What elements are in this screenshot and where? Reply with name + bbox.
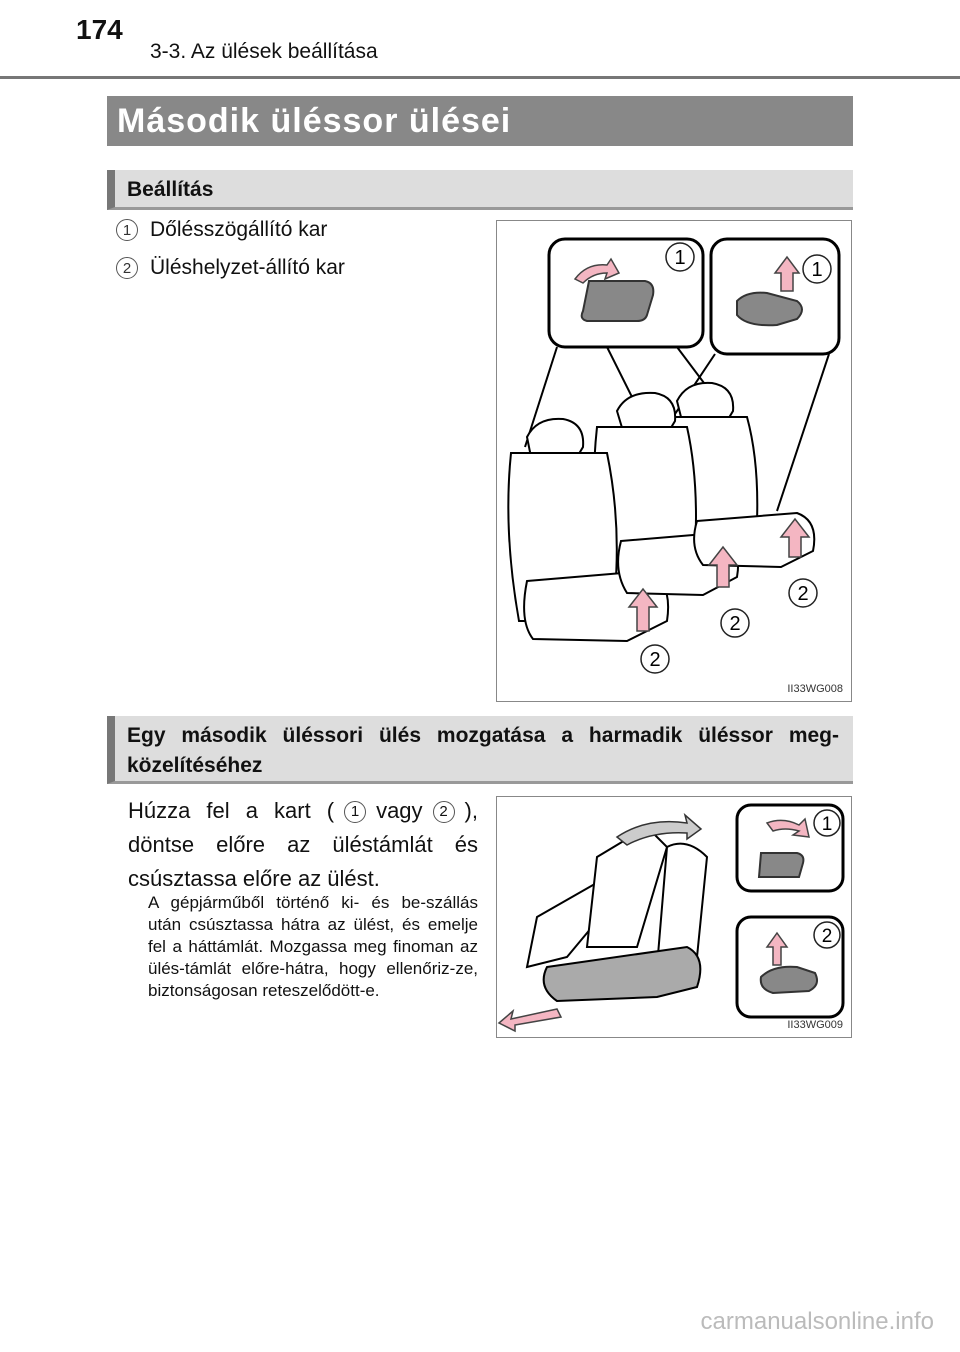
list-item (116, 218, 327, 242)
list-item (116, 256, 345, 280)
seat-illustration-1 (496, 220, 852, 702)
svg-text:1: 1 (811, 259, 823, 281)
instruction-part: vagy (376, 798, 423, 823)
chapter-title: 3-3. Az ülések beállítása (150, 40, 378, 63)
callout-number: 2 (433, 801, 455, 823)
instruction-part: ), döntse előre az üléstámlát és csúsztassa előre az ülést. (128, 798, 478, 891)
svg-text:1: 1 (674, 247, 686, 269)
page-number: 174 (76, 14, 123, 45)
svg-text:2: 2 (797, 583, 809, 605)
seat-drawing-2 (497, 797, 850, 1036)
callout-number: 1 (344, 801, 366, 823)
footer-watermark: carmanualsonline.info (700, 1308, 934, 1335)
seat-illustration-2 (496, 796, 852, 1038)
callout-number: 2 (116, 257, 138, 279)
image-code: II33WG008 (787, 683, 843, 695)
callout-number: 1 (116, 219, 138, 241)
page-title: Második üléssor ülései (107, 96, 853, 146)
svg-text:2: 2 (729, 613, 741, 635)
image-code: II33WG009 (787, 1019, 843, 1031)
instruction-text (128, 794, 478, 896)
seat-drawing-1 (497, 221, 850, 700)
svg-text:2: 2 (649, 649, 661, 671)
note-text: A gépjárműből történő ki- és be-szállás után csúsztassa hátra az ülést, és emelje fel a háttámlát. Mozgassa meg finoman az ülés-támlát előre-hátra, hogy ellenőriz-ze, biztonságosan reteszelődött-e. (148, 893, 478, 1000)
section-heading-access: Egy második üléssori ülés mozgatása a harmadik üléssor meg-közelítéséhez (107, 716, 853, 784)
svg-text:1: 1 (821, 814, 833, 835)
instruction-part: Húzza fel a kart ( (128, 798, 335, 823)
header-rule (0, 76, 960, 79)
item-label: Dőlésszögállító kar (150, 218, 328, 241)
section-heading-adjustment: Beállítás (107, 170, 853, 210)
item-label: Üléshelyzet-állító kar (150, 256, 345, 279)
svg-text:2: 2 (821, 926, 833, 947)
